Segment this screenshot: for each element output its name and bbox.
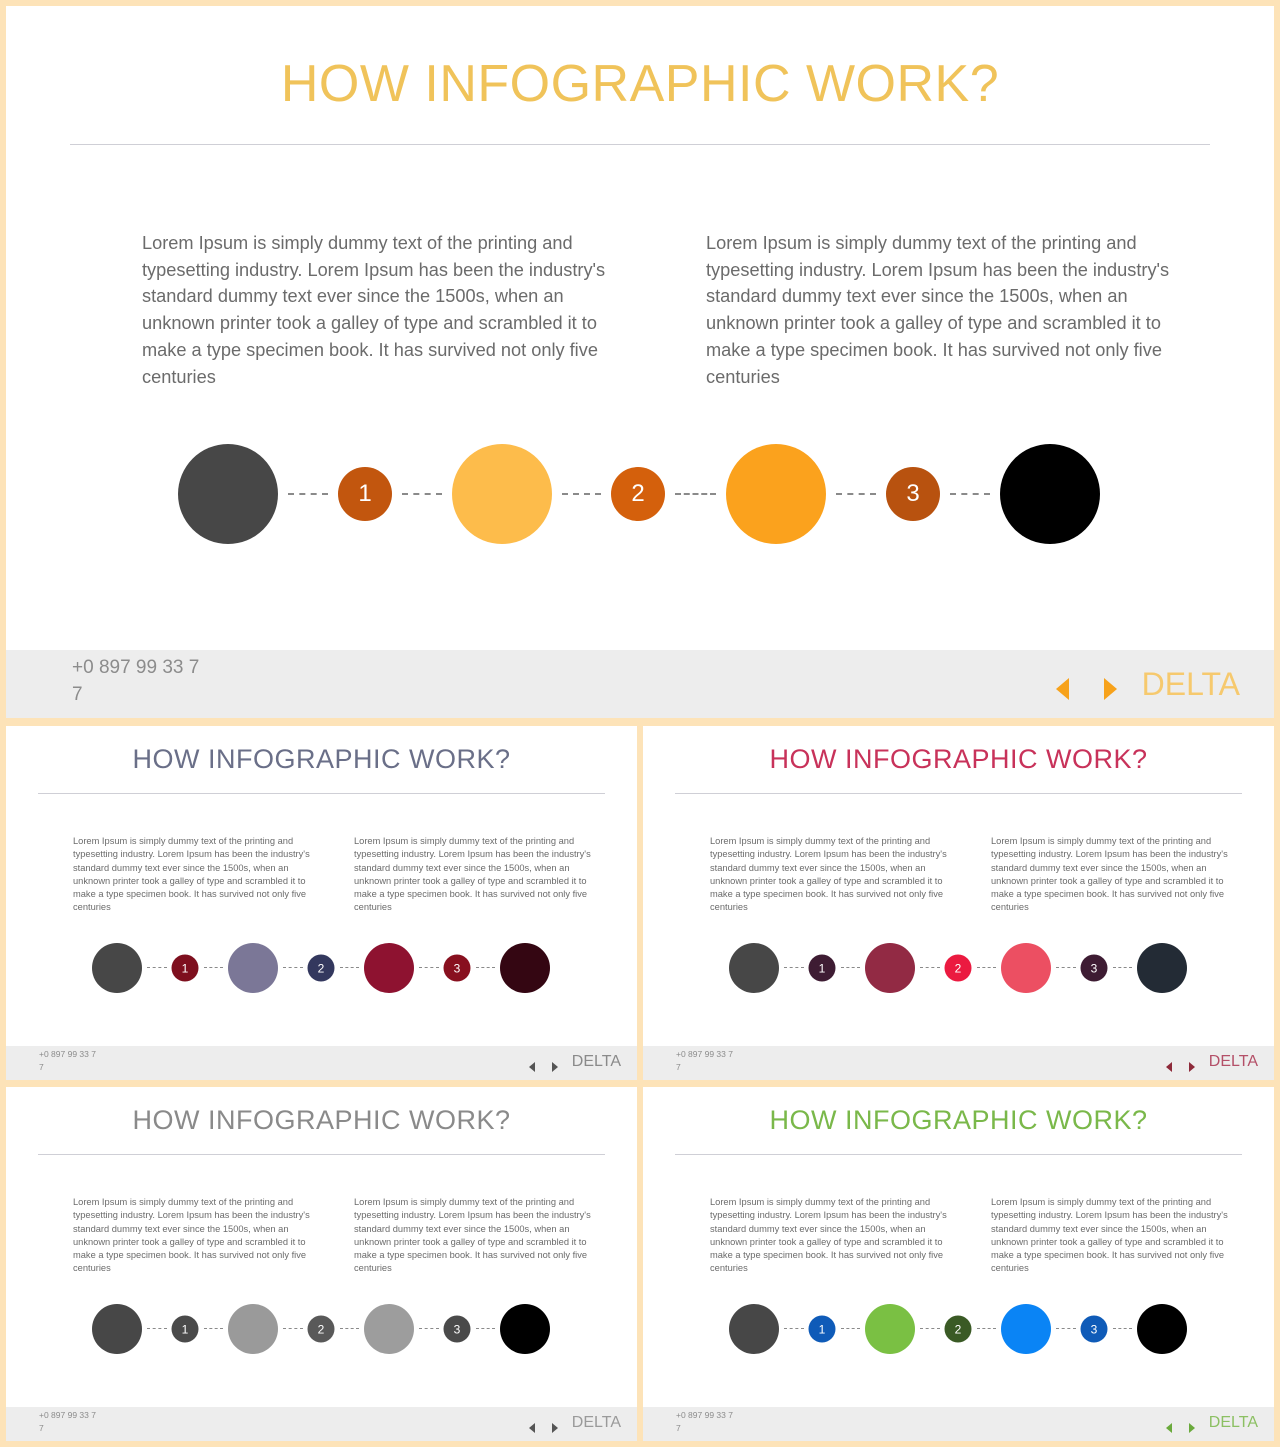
step-circle: 2 — [945, 955, 972, 982]
paragraph-right: Lorem Ipsum is simply dummy text of the printing and typesetting industry. Lorem Ipsum has been the industry's standard dummy text ever since the 1500s, when an unknown printer took a galley of type and scrambled it to make a type specimen book. It has survived not only five centuries — [706, 233, 1170, 387]
paragraph-right: Lorem Ipsum is simply dummy text of the printing and typesetting industry. Lorem Ipsum has been the industry's standard dummy text ever since the 1500s, when an unknown printer took a galley of type and scrambled it to make a type specimen book. It has survived not only five centuries — [354, 1197, 591, 1274]
stage-circle — [1000, 444, 1100, 544]
slide-title: HOW INFOGRAPHIC WORK? — [280, 55, 1000, 113]
slide-variant-2 — [643, 726, 1274, 1080]
stage-circle — [729, 943, 779, 993]
connector-dash — [147, 1328, 167, 1329]
connector-dash — [288, 493, 328, 495]
brand-name: DELTA — [1208, 1053, 1258, 1070]
connector-dash — [977, 967, 997, 968]
phone-number: +0 897 99 33 7 7 — [72, 657, 200, 705]
connector-dash — [340, 1328, 360, 1329]
slide-main — [6, 6, 1274, 718]
step-circle: 3 — [1081, 955, 1108, 982]
step-circle: 1 — [338, 467, 392, 521]
paragraph-left: Lorem Ipsum is simply dummy text of the printing and typesetting industry. Lorem Ipsum has been the industry's standard dummy text ever since the 1500s, when an unknown printer took a galley of type and scrambled it to make a type specimen book. It has survived not only five centuries — [710, 836, 947, 913]
connector-dash — [476, 967, 496, 968]
connector-dash — [784, 967, 804, 968]
connector-dash — [204, 967, 224, 968]
previous-arrow-icon[interactable] — [1166, 1423, 1172, 1433]
step-circle: 3 — [444, 955, 471, 982]
paragraph-right: Lorem Ipsum is simply dummy text of the printing and typesetting industry. Lorem Ipsum has been the industry's standard dummy text ever since the 1500s, when an unknown printer took a galley of type and scrambled it to make a type specimen book. It has survived not only five centuries — [354, 836, 591, 913]
stage-circle — [92, 943, 142, 993]
connector-dash — [1113, 1328, 1133, 1329]
stage-circle — [865, 1304, 915, 1354]
paragraph-right: Lorem Ipsum is simply dummy text of the printing and typesetting industry. Lorem Ipsum has been the industry's standard dummy text ever since the 1500s, when an unknown printer took a galley of type and scrambled it to make a type specimen book. It has survived not only five centuries — [991, 836, 1228, 913]
paragraph-left: Lorem Ipsum is simply dummy text of the printing and typesetting industry. Lorem Ipsum has been the industry's standard dummy text ever since the 1500s, when an unknown printer took a galley of type and scrambled it to make a type specimen book. It has survived not only five centuries — [142, 233, 606, 387]
stage-circle — [364, 1304, 414, 1354]
connector-dash — [204, 1328, 224, 1329]
connector-dash — [950, 493, 990, 495]
next-arrow-icon[interactable] — [1189, 1062, 1195, 1072]
next-arrow-icon[interactable] — [552, 1062, 558, 1072]
connector-dash — [836, 493, 876, 495]
connector-dash — [1113, 967, 1133, 968]
connector-dash — [920, 1328, 940, 1329]
connector-dash — [784, 1328, 804, 1329]
step-circle: 3 — [886, 467, 940, 521]
connector-dash — [283, 1328, 303, 1329]
connector-dash — [562, 493, 601, 495]
stage-circle — [500, 1304, 550, 1354]
step-circle: 2 — [945, 1316, 972, 1343]
brand-name: DELTA — [1208, 1414, 1258, 1431]
step-circle: 2 — [611, 467, 665, 521]
brand-name: DELTA — [571, 1414, 621, 1431]
slide-title: HOW INFOGRAPHIC WORK? — [769, 1105, 1148, 1135]
connector-dash — [419, 1328, 439, 1329]
connector-dash — [920, 967, 940, 968]
stage-circle — [178, 444, 278, 544]
next-arrow-icon[interactable] — [1189, 1423, 1195, 1433]
slide-footer — [6, 650, 1274, 718]
previous-arrow-icon[interactable] — [529, 1423, 535, 1433]
previous-arrow-icon[interactable] — [529, 1062, 535, 1072]
connector-dash — [419, 967, 439, 968]
step-circle: 1 — [809, 955, 836, 982]
previous-arrow-icon[interactable] — [1166, 1062, 1172, 1072]
stage-circle — [500, 943, 550, 993]
step-circle: 3 — [1081, 1316, 1108, 1343]
stage-circle — [92, 1304, 142, 1354]
slide-variant-4 — [643, 1087, 1274, 1441]
stage-circle — [729, 1304, 779, 1354]
title-divider — [70, 144, 1210, 145]
paragraph-right: Lorem Ipsum is simply dummy text of the printing and typesetting industry. Lorem Ipsum has been the industry's standard dummy text ever since the 1500s, when an unknown printer took a galley of type and scrambled it to make a type specimen book. It has survived not only five centuries — [991, 1197, 1228, 1274]
connector-dash — [283, 967, 303, 968]
slide-title: HOW INFOGRAPHIC WORK? — [132, 1105, 511, 1135]
connector-dash — [841, 1328, 861, 1329]
title-divider — [38, 793, 605, 794]
stage-circle — [1001, 943, 1051, 993]
slide-variant-1 — [6, 726, 637, 1080]
slide-footer — [6, 1046, 637, 1080]
stage-circle — [228, 1304, 278, 1354]
phone-number: +0 897 99 33 7 7 — [39, 1049, 96, 1072]
stage-circle — [1001, 1304, 1051, 1354]
step-circle: 2 — [308, 955, 335, 982]
connector-dash — [841, 967, 861, 968]
paragraph-left: Lorem Ipsum is simply dummy text of the printing and typesetting industry. Lorem Ipsum has been the industry's standard dummy text ever since the 1500s, when an unknown printer took a galley of type and scrambled it to make a type specimen book. It has survived not only five centuries — [73, 1197, 310, 1274]
stage-circle — [364, 943, 414, 993]
connector-dash — [402, 493, 442, 495]
connector-dash — [1056, 967, 1076, 968]
title-divider — [675, 1154, 1242, 1155]
slide-footer — [6, 1407, 637, 1441]
connector-dash — [675, 493, 716, 495]
connector-dash — [147, 967, 167, 968]
step-circle: 1 — [172, 955, 199, 982]
title-divider — [675, 793, 1242, 794]
brand-name: DELTA — [571, 1053, 621, 1070]
connector-dash — [340, 967, 360, 968]
slide-footer — [643, 1407, 1274, 1441]
phone-number: +0 897 99 33 7 7 — [676, 1049, 733, 1072]
phone-number: +0 897 99 33 7 7 — [39, 1410, 96, 1433]
paragraph-left: Lorem Ipsum is simply dummy text of the printing and typesetting industry. Lorem Ipsum has been the industry's standard dummy text ever since the 1500s, when an unknown printer took a galley of type and scrambled it to make a type specimen book. It has survived not only five centuries — [73, 836, 310, 913]
slide-title: HOW INFOGRAPHIC WORK? — [132, 744, 511, 774]
stage-circle — [452, 444, 552, 544]
stage-circle — [228, 943, 278, 993]
phone-number: +0 897 99 33 7 7 — [676, 1410, 733, 1433]
slide-footer — [643, 1046, 1274, 1080]
stage-circle — [726, 444, 826, 544]
step-circle: 1 — [172, 1316, 199, 1343]
slide-variant-3 — [6, 1087, 637, 1441]
stage-circle — [1137, 1304, 1187, 1354]
slide-title: HOW INFOGRAPHIC WORK? — [769, 744, 1148, 774]
connector-dash — [1056, 1328, 1076, 1329]
connector-dash — [476, 1328, 496, 1329]
next-arrow-icon[interactable] — [1104, 678, 1117, 700]
stage-circle — [865, 943, 915, 993]
step-circle: 1 — [809, 1316, 836, 1343]
next-arrow-icon[interactable] — [552, 1423, 558, 1433]
paragraph-left: Lorem Ipsum is simply dummy text of the printing and typesetting industry. Lorem Ipsum has been the industry's standard dummy text ever since the 1500s, when an unknown printer took a galley of type and scrambled it to make a type specimen book. It has survived not only five centuries — [710, 1197, 947, 1274]
title-divider — [38, 1154, 605, 1155]
stage-circle — [1137, 943, 1187, 993]
step-circle: 3 — [444, 1316, 471, 1343]
connector-dash — [977, 1328, 997, 1329]
step-circle: 2 — [308, 1316, 335, 1343]
brand-name: DELTA — [1141, 666, 1240, 702]
previous-arrow-icon[interactable] — [1056, 678, 1069, 700]
